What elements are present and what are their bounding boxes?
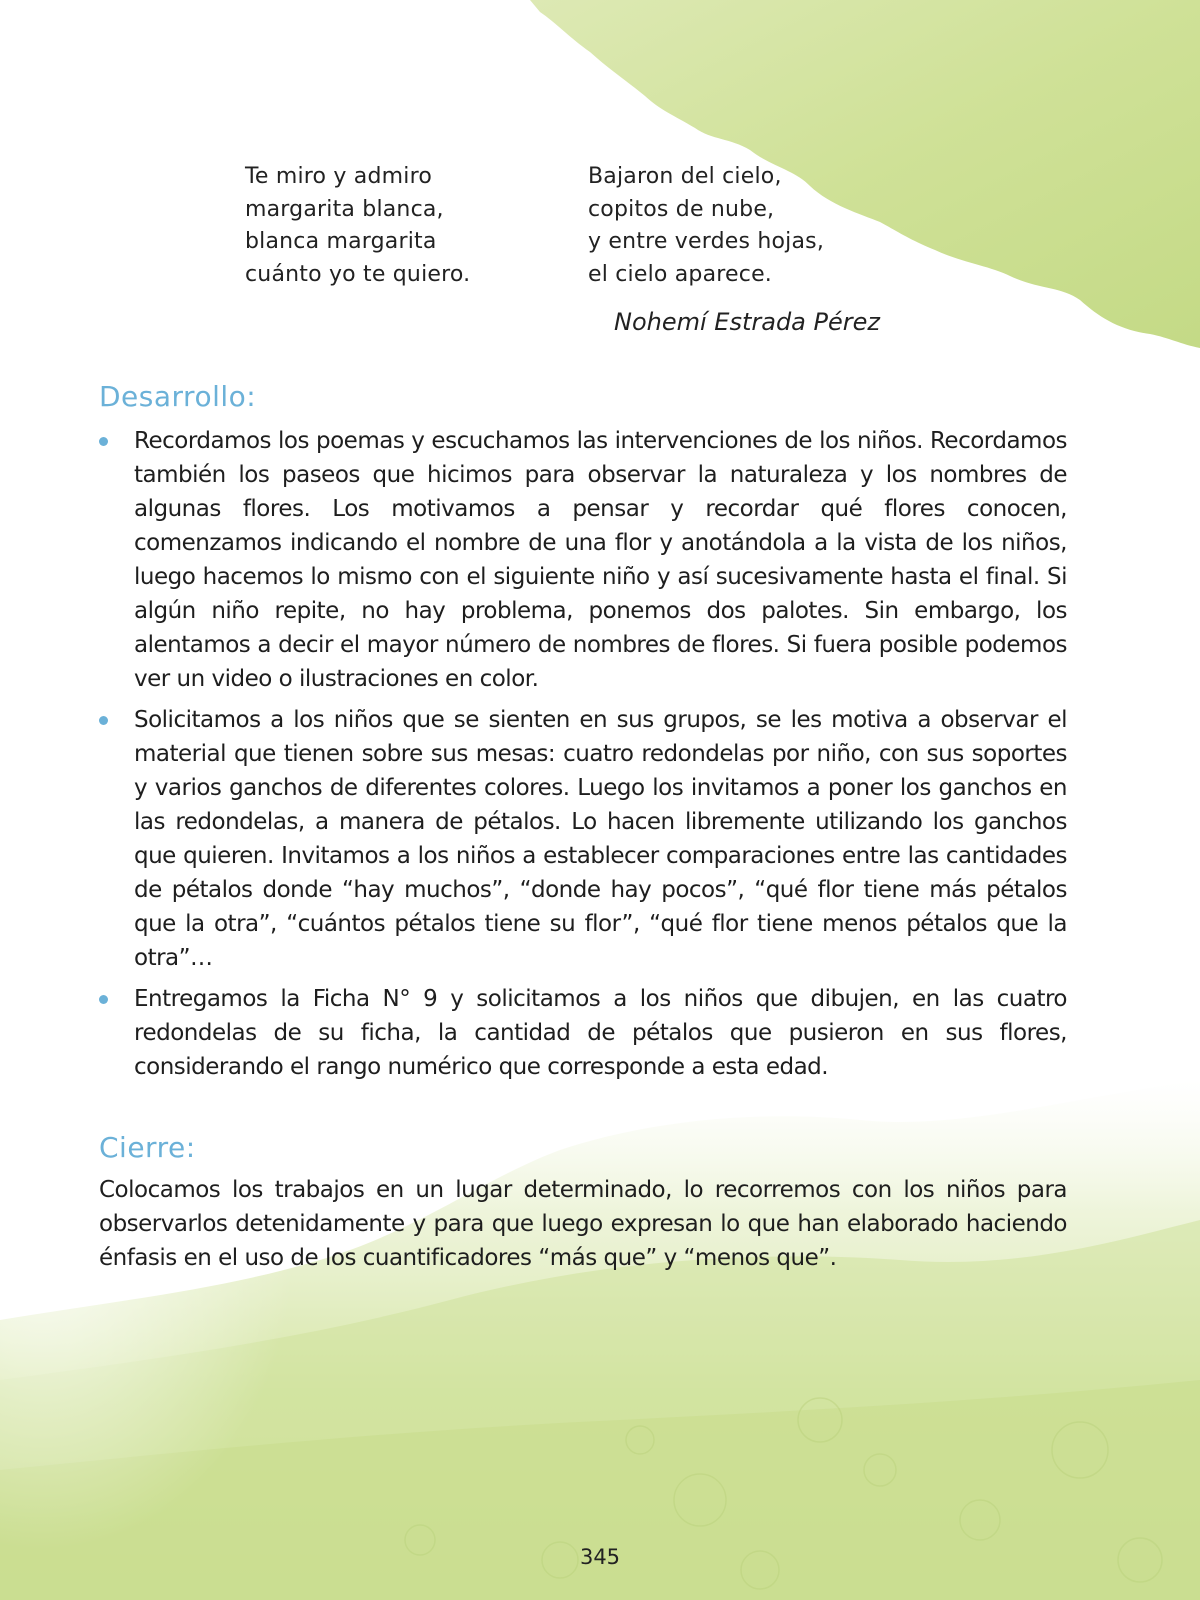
section-title-cierre: Cierre: bbox=[99, 1131, 196, 1164]
poem-line: Bajaron del cielo, bbox=[588, 164, 782, 189]
list-item bbox=[99, 982, 1067, 1084]
poem-left-stanza bbox=[245, 161, 470, 291]
bullet-icon bbox=[99, 716, 108, 725]
poem-line: blanca margarita bbox=[245, 229, 437, 254]
section-title-desarrollo: Desarrollo: bbox=[99, 380, 257, 413]
desarrollo-list bbox=[99, 424, 1067, 1091]
poem-line: el cielo aparece. bbox=[588, 261, 772, 287]
list-item bbox=[99, 703, 1067, 975]
list-item-text: Recordamos los poemas y escuchamos las intervenciones de los niños. Recordamos también los paseos que hicimos para observar la naturaleza y los nombres de algunas flores. Los motivamos a pensar y recordar qué flores conocen, comenzamos indicando el nombre de una flor y anotándola a la vista de los niños, luego hacemos lo mismo con el siguiente niño y así sucesivamente hasta el final. Si algún niño repite, no hay problema, ponemos dos palotes. Sin embargo, los alentamos a decir el mayor número de nombres de flores. Si fuera posible podemos ver un video o ilustraciones en color. bbox=[134, 428, 1067, 692]
list-item-text: Entregamos la Ficha N° 9 y solicitamos a los niños que dibujen, en las cuatro redondelas de su ficha, la cantidad de pétalos que pusieron en sus flores, considerando el rango numérico que corresponde a esta edad. bbox=[134, 986, 1067, 1080]
poem-author: Nohemí Estrada Pérez bbox=[614, 308, 880, 336]
poem-right-stanza bbox=[588, 161, 824, 291]
poem-line: y entre verdes hojas, bbox=[588, 229, 825, 254]
list-item-text: Solicitamos a los niños que se sienten en sus grupos, se les motiva a observar el material que tienen sobre sus mesas: cuatro redondelas por niño, con sus soportes y varios ganchos de diferentes colores. Luego los invitamos a poner los ganchos en las redondelas, a manera de pétalos. Lo hacen libremente utilizando los ganchos que quieren. Invitamos a los niños a establecer comparaciones entre las cantidades de pétalos donde “hay muchos”, “donde hay pocos”, “qué flor tiene más pétalos que la otra”, “cuántos pétalos tiene su flor”, “qué flor tiene menos pétalos que la otra”… bbox=[134, 707, 1067, 971]
cierre-paragraph: Colocamos los trabajos en un lugar determinado, lo recorremos con los niños para observarlos detenidamente y para que luego expresan lo que han elaborado haciendo énfasis en el uso de los cuantificadores “más que” y “menos que”. bbox=[99, 1177, 1067, 1271]
poem-line: cuánto yo te quiero. bbox=[245, 261, 471, 287]
list-item bbox=[99, 424, 1067, 696]
page-number: 345 bbox=[579, 1545, 621, 1569]
poem-line: Te miro y admiro bbox=[245, 164, 433, 189]
bullet-icon bbox=[99, 437, 108, 446]
poem-line: copitos de nube, bbox=[588, 196, 775, 222]
poem-line: margarita blanca, bbox=[245, 196, 444, 222]
bullet-icon bbox=[99, 995, 108, 1004]
